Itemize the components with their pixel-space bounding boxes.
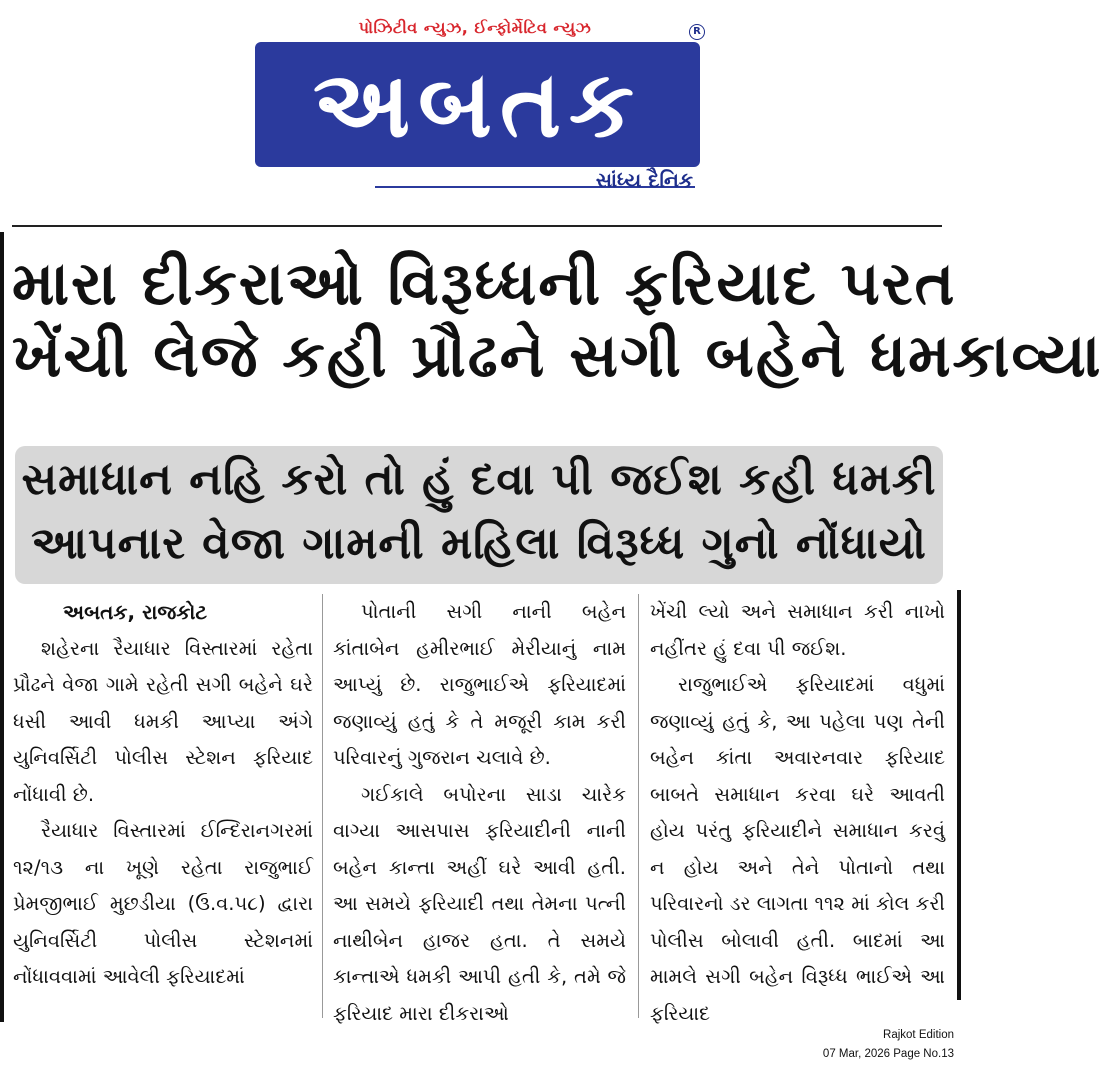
tagline: પોઝિટીવ ન્યુઝ, ઈન્ફોર્મેટિવ ન્યુઝ <box>358 18 592 37</box>
article-column-2 <box>333 594 626 1025</box>
paragraph: ગઈકાલે બપોરના સાડા ચારેક વાગ્યા આસપાસ ફરિયાદીની નાની બહેન કાન્તા અહીં ઘરે આવી હતી. આ સમયે ફરિયાદી તથા તેમના પત્ની નાથીબેન હાજર હતા. તે સમયે કાન્તાએ ધમકી આપી હતી કે, તમે જે ફરિયાદ મારા દીકરાઓ <box>333 782 626 1025</box>
subheadline-box <box>15 446 943 584</box>
logo: અબતક <box>255 42 700 167</box>
headline <box>12 248 1102 392</box>
paragraph: ખેંચી લ્યો અને સમાધાન કરી નાખો નહીંતર હું દવા પી જઈશ. <box>650 600 945 660</box>
footer-date-page: 07 Mar, 2026 Page No.13 <box>822 1048 954 1060</box>
footer <box>823 1026 954 1064</box>
article-column-3 <box>650 594 945 1025</box>
edition-label: સાંધ્ય દૈનિક <box>595 168 693 192</box>
headline-line-2: ખેંચી લેજે કહી પ્રૌઢને સગી બહેને ધમકાવ્યા <box>12 321 1102 391</box>
dateline: અબતક, રાજકોટ <box>63 600 208 624</box>
subheadline-line-1: સમાધાન નહિ કરો તો હું દવા પી જઈશ કહી ધમકી <box>21 454 937 505</box>
column-divider <box>638 594 639 1018</box>
paragraph: રૈયાધાર વિસ્તારમાં ઈન્દિરાનગરમાં ૧૨/૧૩ ના ખૂણે રહેતા રાજુભાઈ પ્રેમજીભાઈ મુછડીયા (ઉ.વ.૫૮) દ્વારા યુનિવર્સિટી પોલીસ સ્ટેશનમાં નોંધાવવામાં આવેલી ફરિયાદમાં <box>13 819 313 988</box>
masthead <box>255 18 705 208</box>
paragraph: પોતાની સગી નાની બહેન કાંતાબેન હમીરભાઈ મેરીયાનું નામ આપ્યું છે. રાજુભાઈએ ફરિયાદમાં જણાવ્યું હતું કે તે મજૂરી કામ કરી પરિવારનું ગુજરાન ચલાવે છે. <box>333 600 626 769</box>
subheadline-line-2: આપનાર વેજા ગામની મહિલા વિરૂધ્ધ ગુનો નોંધાયો <box>31 518 927 569</box>
paragraph: રાજુભાઈએ ફરિયાદમાં વધુમાં જણાવ્યું હતું કે, આ પહેલા પણ તેની બહેન કાંતા અવારનવાર ફરિયાદ બાબતે સમાધાન કરવા ઘરે આવતી હોય પરંતુ ફરિયાદીને સમાધાન કરવું ન હોય અને તેને પોતાનો તથા પરિવારનો ડર લાગતા ૧૧૨ માં કોલ કરી પોલીસ બોલાવી હતી. બાદમાં આ મામલે સગી બહેન વિરૂધ્ધ ભાઈએ આ ફરિયાદ <box>650 673 945 1025</box>
column-divider <box>322 594 323 1018</box>
footer-edition: Rajkot Edition <box>883 1029 954 1041</box>
left-border <box>0 232 4 1022</box>
registered-icon: R <box>689 24 705 40</box>
article-column-1 <box>13 594 313 1018</box>
right-border <box>957 590 961 1000</box>
top-rule <box>12 225 942 227</box>
headline-line-1: મારા દીકરાઓ વિરૂધ્ધની ફરિયાદ પરત <box>12 249 957 319</box>
paragraph: શહેરના રૈયાધાર વિસ્તારમાં રહેતા પ્રૌઢને વેજા ગામે રહેતી સગી બહેને ઘરે ધસી આવી ધમકી આપ્યા અંગે યુનિવર્સિટી પોલીસ સ્ટેશન ફરિયાદ નોંધાવી છે. <box>13 636 313 806</box>
